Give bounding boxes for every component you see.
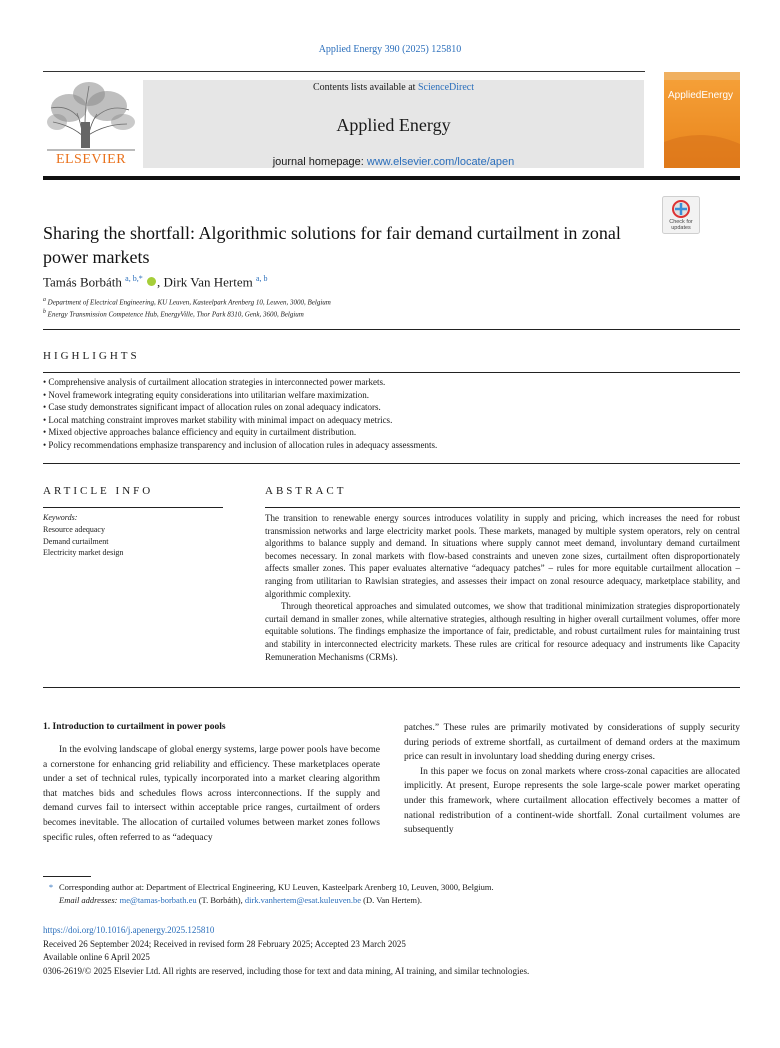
contents-prefix: Contents lists available at: [312, 82, 418, 93]
author-name[interactable]: Dirk Van Hertem: [163, 274, 253, 290]
abstract-rule: [265, 507, 740, 508]
homepage-line: [143, 156, 644, 168]
abstract-body: [265, 512, 740, 663]
highlights-rule: [43, 372, 740, 373]
header-thick-rule: [43, 176, 740, 180]
elsevier-logo[interactable]: [43, 78, 139, 170]
cover-image: [664, 72, 740, 168]
orcid-icon[interactable]: [147, 277, 156, 286]
journal-cover[interactable]: [664, 72, 740, 168]
corresponding-text: Corresponding author at: Department of Electrical Engineering, KU Leuven, Kasteelpark Arenberg 10, Leuven, 3000, Belgium.: [59, 882, 494, 892]
email-link[interactable]: dirk.vanhertem@esat.kuleuven.be: [244, 894, 361, 905]
body-paragraph: In this paper we focus on zonal markets where cross-zonal capacities are allocated implicitly. At present, Europe represents the sole large-scale power market operating under this framework, where curtailment allocation effectively becomes a matter of national redistribution of a continent-wide shortfall. Zonal curtailment volumes are subsequently: [404, 766, 740, 836]
body-column-left: [43, 743, 380, 845]
footnote-mark: *: [48, 882, 54, 892]
highlight-item: • Novel framework integrating equity considerations into utilitarian welfare maximization.: [43, 389, 740, 402]
author-separator: ,: [156, 274, 161, 290]
affiliation-mark: a: [43, 297, 46, 303]
affiliation-a: [43, 297, 331, 306]
elsevier-wordmark: ELSEVIER: [55, 152, 127, 167]
sciencedirect-link[interactable]: ScienceDirect: [417, 82, 475, 93]
highlights-list: [43, 376, 740, 452]
highlights-bottom-rule: [43, 463, 740, 464]
highlight-item: • Mixed objective approaches balance efficiency and equity in curtailment distribution.: [43, 426, 740, 439]
journal-reference[interactable]: Applied Energy 390 (2025) 125810: [318, 44, 462, 55]
doi-link[interactable]: https://doi.org/10.1016/j.apenergy.2025.125810: [43, 925, 215, 935]
abstract-heading: ABSTRACT: [265, 485, 347, 497]
email-label: Email addresses:: [59, 894, 118, 905]
corresponding-author-note: [43, 881, 740, 894]
affiliation-b: [43, 309, 304, 318]
body-paragraph: patches.” These rules are primarily motivated by considerations of supply security during periods of extreme shortfall, as curtailment of demand orders at the maximum price can result in involuntary load shedding during energy crises.: [404, 723, 740, 763]
footnote: [43, 881, 740, 906]
available-online: Available online 6 April 2025: [43, 952, 150, 962]
publication-info: [43, 924, 740, 978]
footnote-rule: [43, 876, 91, 877]
received-dates: Received 26 September 2024; Received in revised form 28 February 2025; Accepted 23 March 2025: [43, 938, 406, 949]
author-list: [43, 274, 268, 290]
keyword: Electricity market design: [43, 548, 124, 557]
body-paragraph: In the evolving landscape of global energy systems, large power pools have become a cornerstone for enhancing grid reliability and efficiency. These marketplaces operate under a set of technical rules, typically incorporated into a market clearing algorithm that matches bids and schedules flows across interconnections. If the supply and demand curves fail to intersect within acceptable price ranges, curtailment of orders becomes inevitable. The allocation of curtailed volumes between market zones follows specific rules, often referred to as “adequacy: [43, 745, 380, 843]
homepage-prefix: journal homepage:: [272, 156, 367, 168]
abstract-paragraph: Through theoretical approaches and simulated outcomes, we show that traditional minimization strategies disproportionately curtail demand in smaller zones, while alternative strategies, although resulting in higher overall curtailment volumes, offer more equitable solutions. The findings emphasize the importance of fair, predictable, and robust curtailment rules for maintaining trust and stability in interconnected electricity markets. These rules are critical for resource adequacy and instruments like Capacity Remuneration Mechanisms (CRMs).: [265, 601, 740, 662]
keywords-label: Keywords:: [43, 513, 78, 522]
section-heading: 1. Introduction to curtailment in power pools: [43, 722, 226, 732]
highlight-item: • Policy recommendations emphasize transparency and inclusion of allocation rules in adequacy assessments.: [43, 439, 740, 452]
homepage-link[interactable]: www.elsevier.com/locate/apen: [366, 156, 515, 168]
email-owner: (T. Borbáth),: [198, 894, 243, 905]
affiliation-mark: b: [43, 309, 46, 315]
copyright: 0306-2619/© 2025 Elsevier Ltd. All rights are reserved, including those for text and data mining, AI training, and similar technologies.: [43, 965, 530, 976]
abstract-paragraph: The transition to renewable energy sources introduces volatility in supply and pricing, which increases the need for robust transmission networks and large electricity market pools. These markets, managed by multiple system operators, rely on central algorithms to balance supply and demand. In situations where supply cannot meet demand, involuntary demand curtailment becomes necessary. In zonal markets with flow-based constraints and uneven zone sizes, curtailment often disproportionately affects smaller zones. This paper evaluates alternative “adequacy patches” – rules for more equitable curtailment allocation – ranging from utilitarian to Rawlsian strategies, and assesses their impact on zonal resource adequacy, marketplace stability, and algorithmic complexity.: [265, 513, 740, 599]
keywords-list: [43, 524, 123, 559]
author-affiliation-marks[interactable]: a, b: [256, 274, 268, 283]
article-info-rule: [43, 507, 223, 508]
keyword: Resource adequacy: [43, 525, 105, 534]
section-rule: [43, 329, 740, 330]
contents-line: [143, 82, 644, 93]
email-link[interactable]: me@tamas-borbath.eu: [119, 894, 197, 905]
author-affiliation-marks[interactable]: a, b,*: [125, 274, 143, 283]
highlight-item: • Case study demonstrates significant impact of allocation rules on zonal adequacy indicators.: [43, 401, 740, 414]
highlight-item: • Comprehensive analysis of curtailment allocation strategies in interconnected power markets.: [43, 376, 740, 389]
keyword: Demand curtailment: [43, 536, 109, 546]
body-column-right: [404, 721, 740, 838]
highlights-heading: HIGHLIGHTS: [43, 350, 140, 362]
header-rule: [43, 71, 645, 72]
email-line: [43, 894, 740, 907]
check-for-updates-button[interactable]: [662, 196, 700, 234]
email-owner: (D. Van Hertem).: [363, 894, 422, 905]
abstract-bottom-rule: [43, 687, 740, 688]
highlight-item: • Local matching constraint improves market stability with minimal impact on adequacy metrics.: [43, 414, 740, 427]
author-name[interactable]: Tamás Borbáth: [43, 274, 122, 290]
article-info-heading: ARTICLE INFO: [43, 485, 154, 497]
affiliation-text: Energy Transmission Competence Hub, EnergyVille, Thor Park 8310, Genk, 3600, Belgium: [47, 310, 304, 319]
affiliation-text: Department of Electrical Engineering, KU Leuven, Kasteelpark Arenberg 10, Leuven, 3000, Belgium: [47, 298, 331, 307]
crossmark-label: Check for updates: [669, 219, 693, 231]
journal-title: Applied Energy: [336, 115, 451, 135]
article-title: Sharing the shortfall: Algorithmic solutions for fair demand curtailment in zonal power markets: [43, 223, 621, 267]
cover-title: AppliedEnergy: [668, 90, 734, 101]
